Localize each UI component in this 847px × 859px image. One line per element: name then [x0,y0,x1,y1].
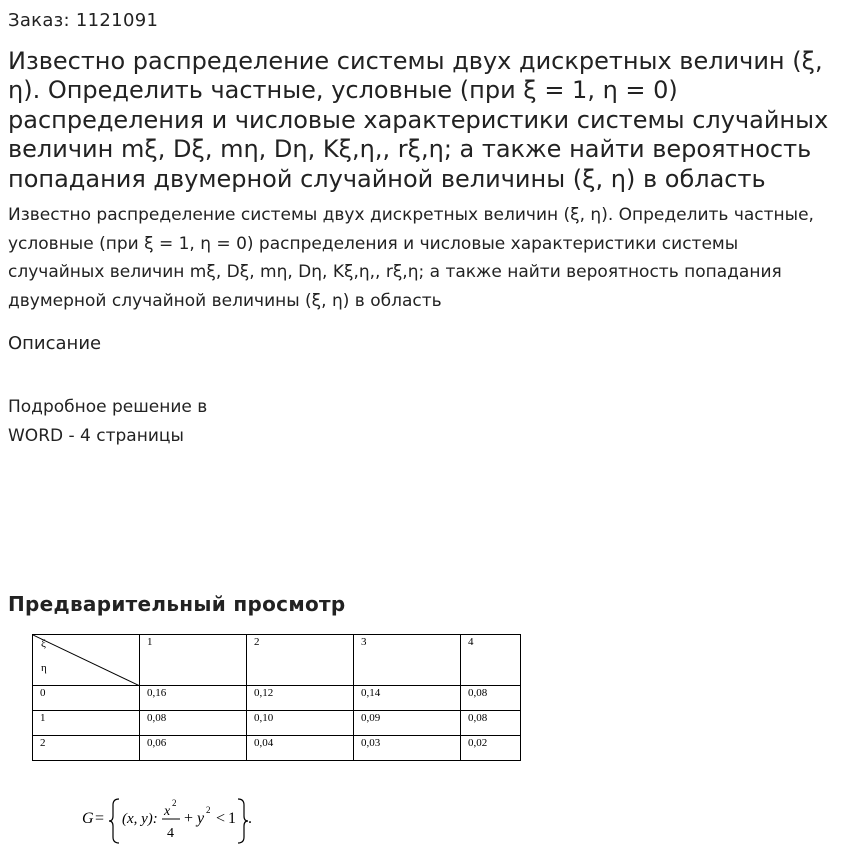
table-cell: 0,16 [140,686,247,711]
formula-numerator-exp: 2 [172,798,177,808]
table-cell: 0,08 [140,711,247,736]
table-cell: 0,08 [461,686,521,711]
task-description: Известно распределение системы двух дискретных величин (ξ, η). Определить частные, условные (при ξ = 1, η = 0) распределения и числовые характеристики системы случайных величин mξ, Dξ, mη, Dη, Kξ,η,, rξ,η; а также найти вероятность попадания двумерной случайной величины (ξ, η) в область [8,205,814,311]
table-header-cell: 4 [461,635,521,686]
left-brace [109,799,119,843]
table-header-row [33,635,521,686]
right-brace [238,799,248,843]
table-cell: 0,10 [247,711,354,736]
table-cell: 0,02 [461,736,521,761]
row-label-cell: 1 [33,711,140,736]
formula-y-exp: 2 [206,805,211,815]
table-cell: 0,12 [247,686,354,711]
table-corner-cell [33,635,140,686]
xi-label: ξ [41,638,46,650]
formula-vars: (x, y): [122,811,158,827]
formula-end: . [248,810,252,827]
formula-rhs: 1 [228,810,236,827]
formula-denominator: 4 [167,826,174,841]
formula-equals: = [95,810,105,827]
order-number: Заказ: 1121091 [8,10,159,31]
preview-heading: Предварительный просмотр [8,592,346,616]
table-header-cell: 1 [140,635,247,686]
formula-y: y [197,810,205,827]
table-row [33,686,521,711]
formula-lhs: G [82,810,94,827]
solution-pages: WORD - 4 страницы [8,425,184,446]
table-cell: 0,04 [247,736,354,761]
page-title: Известно распределение системы двух дискретных величин (ξ, η). Определить частные, условные (при ξ = 1, η = 0) распределения и числовые характеристики системы случайных величин mξ, Dξ, mη, Dη, Kξ,η,, rξ,η; а также найти вероятность попадания двумерной случайной величины (ξ, η) в область [8,47,829,193]
row-label-cell: 2 [33,736,140,761]
solution-info [8,393,268,450]
diagonal-divider [33,635,140,686]
table-row [33,736,521,761]
solution-format: Подробное решение в [8,397,208,417]
table-header-cell: 2 [247,635,354,686]
formula-plus: + [184,810,194,827]
distribution-table [32,634,521,761]
description-label: Описание [8,333,102,354]
table-row [33,711,521,736]
formula-less: < [216,810,226,827]
table-cell: 0,03 [354,736,461,761]
formula-numerator: x [164,804,171,819]
table-cell: 0,14 [354,686,461,711]
table-cell: 0,09 [354,711,461,736]
table-cell: 0,08 [461,711,521,736]
eta-label: η [41,662,47,674]
region-formula [80,793,280,849]
table-header-cell: 3 [354,635,461,686]
row-label-cell: 0 [33,686,140,711]
table-cell: 0,06 [140,736,247,761]
